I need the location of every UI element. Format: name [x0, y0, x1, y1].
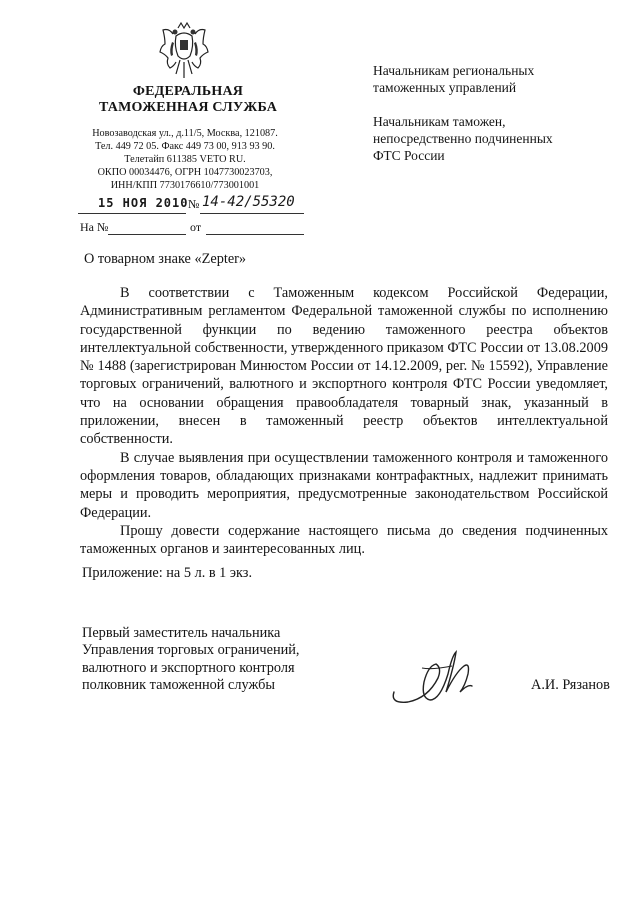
org-name-line1: ФЕДЕРАЛЬНАЯ [132, 84, 244, 99]
handwritten-signature [388, 640, 488, 715]
contact-address: Новозаводская ул., д.11/5, Москва, 121087. [92, 128, 278, 139]
number-prefix: № [188, 197, 200, 211]
ref-underline [108, 234, 186, 235]
body-paragraph-3: Прошу довести содержание настоящего письма до сведения подчиненных таможенных органов и заинтересованных лиц. [80, 522, 608, 558]
addressee-1-line1: Начальникам региональных [373, 63, 535, 78]
from-label: от [190, 220, 202, 234]
contact-okpo: ОКПО 00034476, ОГРН 1047730023703, [97, 167, 273, 178]
addressee-2-line3: ФТС России [373, 148, 445, 163]
number-underline [200, 213, 304, 214]
signer-position-line1: Первый заместитель начальника [82, 625, 281, 641]
date-underline [78, 213, 186, 214]
letter-date: 15 НОЯ 2010 [98, 196, 189, 210]
addressee-2-line2: непосредственно подчиненных [373, 131, 553, 146]
org-name-line2: ТАМОЖЕННАЯ СЛУЖБА [98, 100, 278, 115]
signer-name: А.И. Рязанов [531, 677, 610, 693]
contact-phone: Тел. 449 72 05. Факс 449 73 00, 913 93 90. [95, 141, 275, 152]
coat-of-arms-emblem [158, 20, 210, 84]
addressee-1-line2: таможенных управлений [373, 80, 517, 95]
signer-position-line3: валютного и экспортного контроля [82, 660, 295, 676]
letter-subject: О товарном знаке «Zepter» [84, 251, 247, 267]
body-paragraph-2: В случае выявления при осуществлении таможенного контроля и таможенного оформления товаров, обладающих признаками контрафактных, надлежит принимать меры и проводить мероприятия, предусмотренные законодательством Российской Федерации. [80, 449, 608, 521]
signer-position-line4: полковник таможенной службы [82, 677, 276, 693]
contact-inn: ИНН/КПП 7730176610/773001001 [110, 180, 260, 191]
signer-position-line2: Управления торговых ограничений, [82, 642, 300, 658]
ref-label: На № [80, 220, 109, 234]
body-paragraph-1: В соответствии с Таможенным кодексом Российской Федерации, Административным регламентом Федеральной таможенной службы по исполнению государственной функции по ведению таможенного реестра объектов интеллектуальной собственности, утвержденного приказом ФТС России от 13.08.2009 № 1488 (зарегистрирован Минюстом России от 14.12.2009, рег. № 15592), Управление торговых ограничений, валютного и экспортного контроля ФТС России уведомляет, что на основании обращения правообладателя товарный знак, указанный в приложении, внесен в таможенный реестр объектов интеллектуальной собственности. [80, 285, 608, 448]
letter-number: 14-42/55320 [202, 194, 295, 210]
from-underline [206, 234, 304, 235]
letter-body [80, 284, 608, 558]
contact-teletype: Телетайп 611385 VETO RU. [124, 154, 246, 165]
attachment-note: Приложение: на 5 л. в 1 экз. [82, 565, 253, 581]
addressee-2-line1: Начальникам таможен, [373, 114, 506, 129]
